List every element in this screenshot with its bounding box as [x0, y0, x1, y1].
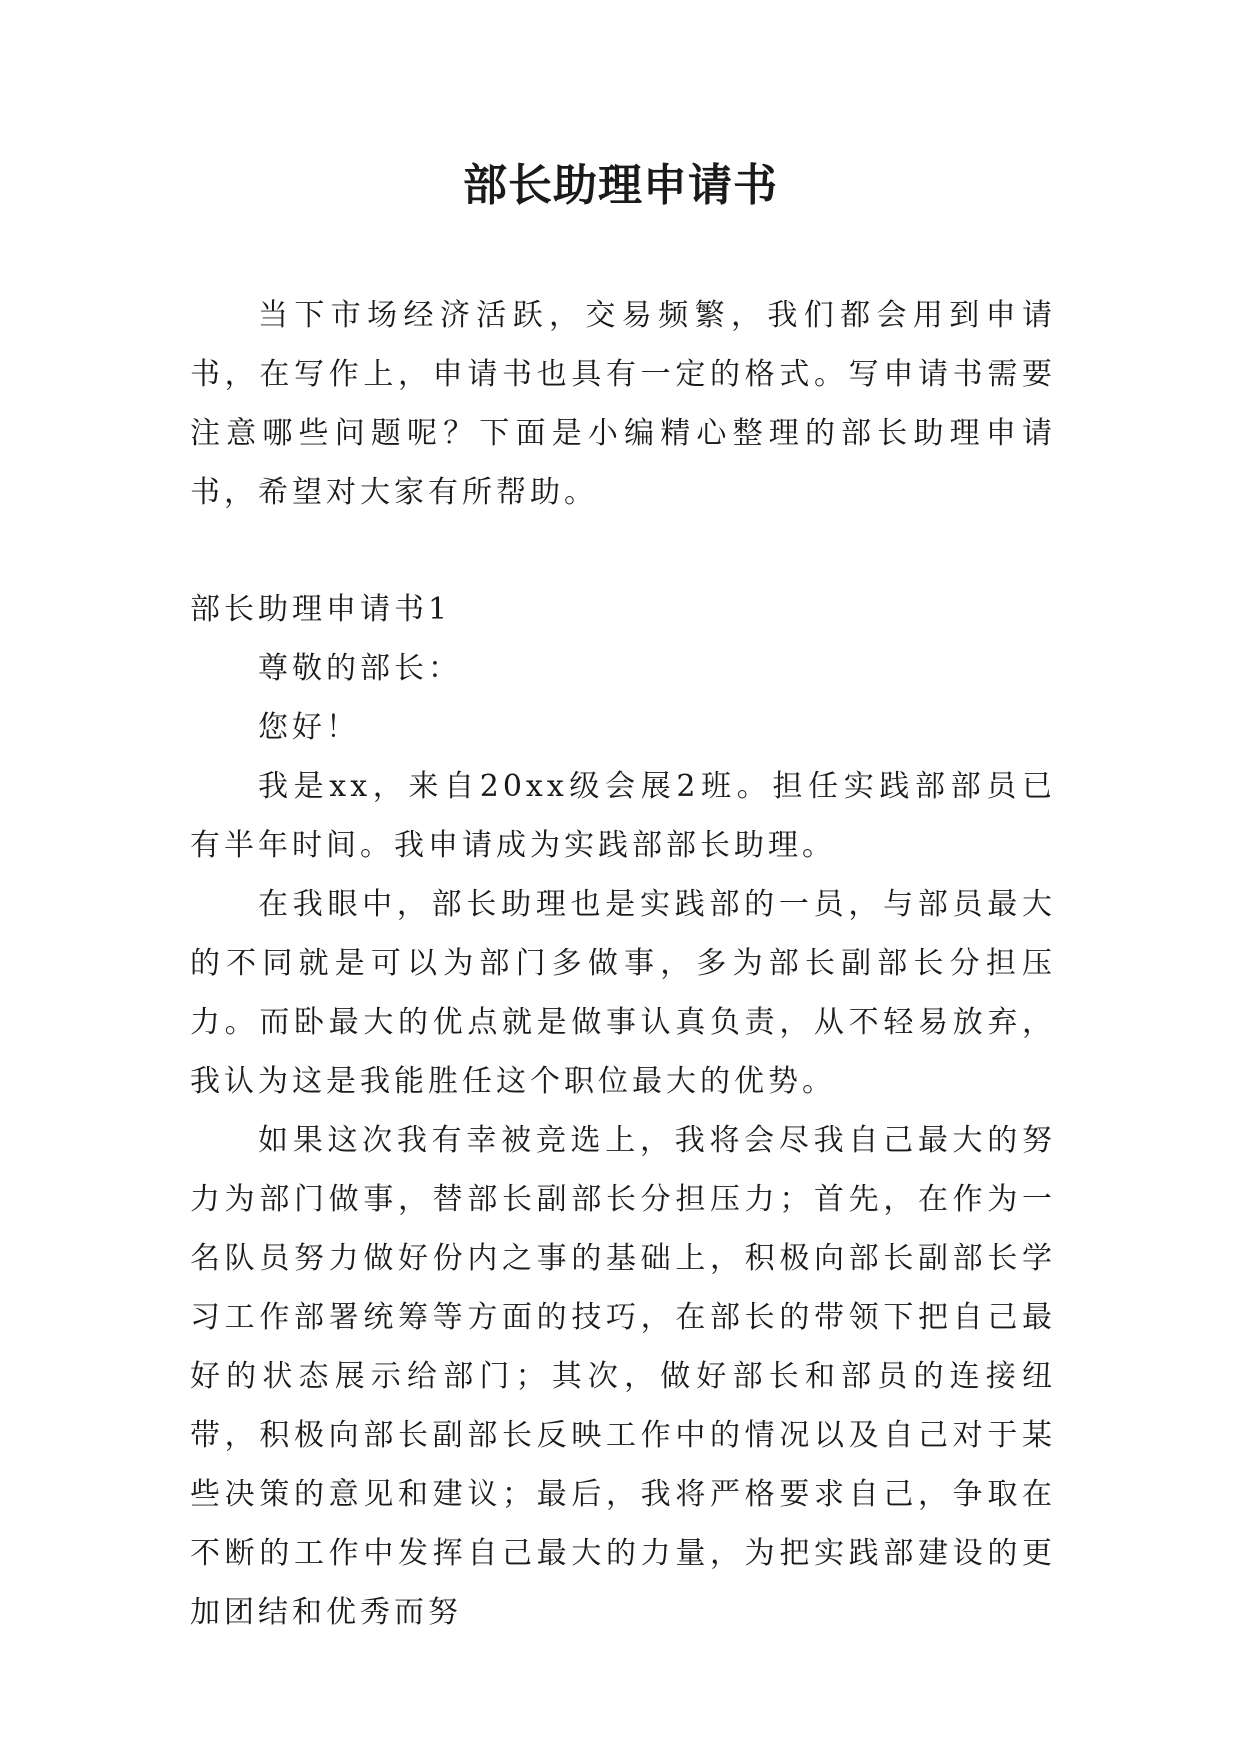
- body-paragraph: 在我眼中，部长助理也是实践部的一员，与部员最大的不同就是可以为部门多做事，多为部长副部长分担压力。而卧最大的优点就是做事认真负责，从不轻易放弃，我认为这是我能胜任这个职位最大的优势。: [190, 887, 1056, 1099]
- body-paragraph: 如果这次我有幸被竞选上，我将会尽我自己最大的努力为部门做事，替部长副部长分担压力；首先，在作为一名队员努力做好份内之事的基础上，积极向部长副部长学习工作部署统筹等方面的技巧，在部长的带领下把自己最好的状态展示给部门；其次，做好部长和部员的连接纽带，积极向部长副部长反映工作中的情况以及自己对于某些决策的意见和建议；最后，我将严格要求自己，争取在不断的工作中发挥自己最大的力量，为把实践部建设的更加团结和优秀而努: [190, 1123, 1056, 1630]
- document-body: [190, 286, 1056, 1642]
- document-title: 部长助理申请书: [463, 160, 778, 211]
- greeting: 您好！: [258, 710, 360, 745]
- section-heading: 部长助理申请书1: [190, 592, 452, 627]
- intro-paragraph: 当下市场经济活跃，交易频繁，我们都会用到申请书，在写作上，申请书也具有一定的格式。写申请书需要注意哪些问题呢？下面是小编精心整理的部长助理申请书，希望对大家有所帮助。: [190, 298, 1056, 510]
- salutation: 尊敬的部长：: [258, 651, 462, 686]
- body-paragraph: 我是xx，来自20xx级会展2班。担任实践部部员已有半年时间。我申请成为实践部部长助理。: [190, 769, 1056, 863]
